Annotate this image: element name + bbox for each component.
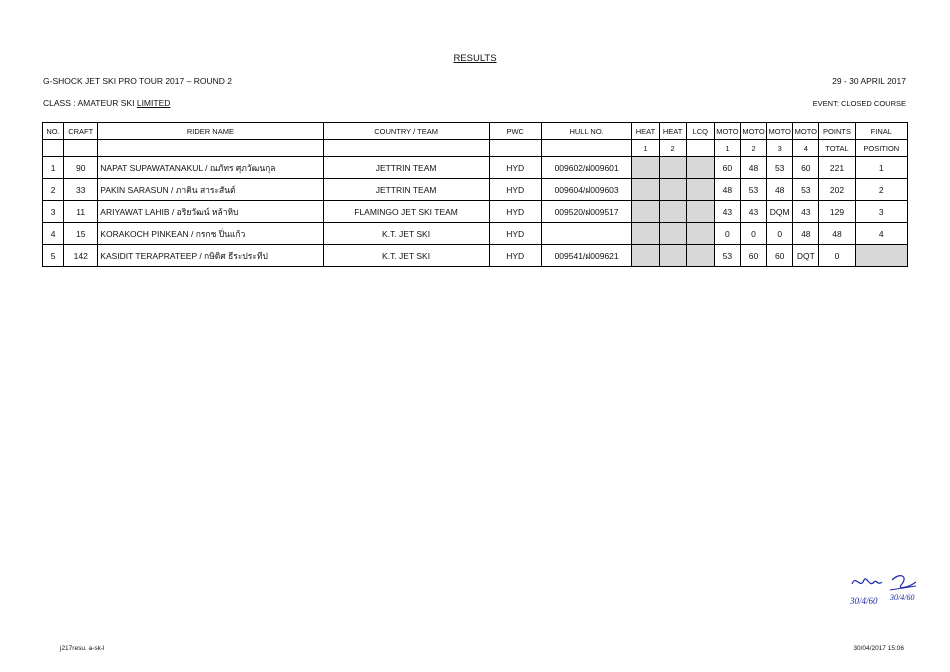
cell-total: 48 (819, 223, 855, 245)
header-country: COUNTRY / TEAM (323, 123, 489, 140)
cell-position: 1 (855, 157, 907, 179)
cell-total: 129 (819, 201, 855, 223)
cell-rider: ARIYAWAT LAHIB / อริยวัฒน์ หล้าหิบ (98, 201, 323, 223)
cell-hull: 009602/ฝ009601 (541, 157, 632, 179)
signature-date-2: 30/4/60 (890, 593, 915, 602)
tour-name: G-SHOCK JET SKI PRO TOUR 2017 – ROUND 2 (43, 76, 232, 86)
cell-team: FLAMINGO JET SKI TEAM (323, 201, 489, 223)
header-position: POSITION (855, 140, 907, 157)
table-row (43, 245, 908, 267)
header-pwc: PWC (489, 123, 541, 140)
header-hull: HULL NO. (541, 123, 632, 140)
cell-lcq (686, 201, 714, 223)
event-type: EVENT: CLOSED COURSE (812, 99, 906, 108)
header-total: TOTAL (819, 140, 855, 157)
cell-heat-2 (659, 157, 686, 179)
page-title: RESULTS (453, 53, 497, 64)
cell-rider: PAKIN SARASUN / ภาคิน สาระสันต์ (98, 179, 323, 201)
cell-position: 2 (855, 179, 907, 201)
cell-craft: 11 (64, 201, 98, 223)
cell-total: 221 (819, 157, 855, 179)
header-moto-2: MOTO (740, 123, 766, 140)
cell-position (855, 245, 907, 267)
table-row (43, 157, 908, 179)
cell-moto-2: 60 (740, 245, 766, 267)
footer-file-code: j217resu. a-sk-l (60, 645, 105, 652)
table-row (43, 223, 908, 245)
cell-hull (541, 223, 632, 245)
cell-craft: 33 (64, 179, 98, 201)
cell-no: 3 (43, 201, 64, 223)
cell-moto-1: 0 (714, 223, 740, 245)
header-moto-4: MOTO (793, 123, 819, 140)
header-no: NO. (43, 123, 64, 140)
header-moto-1: MOTO (714, 123, 740, 140)
header-heat-2: HEAT (659, 123, 686, 140)
cell-moto-3: 60 (767, 245, 793, 267)
cell-no: 5 (43, 245, 64, 267)
header-row-1 (43, 123, 908, 140)
cell-pwc: HYD (489, 201, 541, 223)
cell-total: 0 (819, 245, 855, 267)
class-line (43, 98, 170, 108)
header-moto-1-num: 1 (714, 140, 740, 157)
cell-rider: KASIDIT TERAPRATEEP / กษิดิศ ธีระประทีป (98, 245, 323, 267)
cell-moto-2: 0 (740, 223, 766, 245)
cell-moto-4: 53 (793, 179, 819, 201)
cell-lcq (686, 157, 714, 179)
footer-timestamp: 30/04/2017 15:06 (853, 645, 904, 652)
cell-moto-4: 48 (793, 223, 819, 245)
cell-moto-3: 53 (767, 157, 793, 179)
signature-date-1: 30/4/60 (850, 596, 878, 606)
header-heat-2-num: 2 (659, 140, 686, 157)
cell-heat-1 (632, 245, 659, 267)
cell-position: 3 (855, 201, 907, 223)
class-name: LIMITED (136, 98, 171, 108)
cell-heat-1 (632, 157, 659, 179)
cell-heat-2 (659, 245, 686, 267)
cell-heat-2 (659, 201, 686, 223)
header-moto-2-num: 2 (740, 140, 766, 157)
cell-heat-1 (632, 179, 659, 201)
cell-lcq (686, 245, 714, 267)
cell-craft: 142 (64, 245, 98, 267)
cell-moto-1: 48 (714, 179, 740, 201)
cell-no: 4 (43, 223, 64, 245)
cell-total: 202 (819, 179, 855, 201)
cell-heat-1 (632, 223, 659, 245)
header-moto-4-num: 4 (793, 140, 819, 157)
cell-lcq (686, 223, 714, 245)
header-points: POINTS (819, 123, 855, 140)
cell-heat-1 (632, 201, 659, 223)
cell-hull: 009541/ฝ009621 (541, 245, 632, 267)
header-moto-3-num: 3 (767, 140, 793, 157)
cell-moto-1: 60 (714, 157, 740, 179)
cell-moto-4: 60 (793, 157, 819, 179)
cell-craft: 90 (64, 157, 98, 179)
table-row (43, 179, 908, 201)
signature (846, 570, 922, 614)
cell-no: 1 (43, 157, 64, 179)
cell-moto-4: 43 (793, 201, 819, 223)
cell-hull: 009604/ฝ009603 (541, 179, 632, 201)
cell-moto-3: 0 (767, 223, 793, 245)
cell-hull: 009520/ฝ009517 (541, 201, 632, 223)
cell-lcq (686, 179, 714, 201)
cell-team: JETTRIN TEAM (323, 179, 489, 201)
cell-position: 4 (855, 223, 907, 245)
class-prefix: CLASS : AMATEUR SKI (43, 98, 137, 108)
results-table (42, 122, 908, 267)
header-final: FINAL (855, 123, 907, 140)
cell-moto-2: 43 (740, 201, 766, 223)
event-dates: 29 - 30 APRIL 2017 (832, 76, 906, 86)
cell-moto-3: 48 (767, 179, 793, 201)
cell-moto-1: 43 (714, 201, 740, 223)
cell-moto-2: 48 (740, 157, 766, 179)
header-row-2 (43, 140, 908, 157)
header-heat-1-num: 1 (632, 140, 659, 157)
cell-pwc: HYD (489, 179, 541, 201)
cell-rider: KORAKOCH PINKEAN / กรกช ปิ่นแก้ว (98, 223, 323, 245)
cell-heat-2 (659, 223, 686, 245)
header-moto-3: MOTO (767, 123, 793, 140)
cell-moto-4: DQT (793, 245, 819, 267)
header-craft: CRAFT (64, 123, 98, 140)
header-lcq: LCQ (686, 123, 714, 140)
cell-team: K.T. JET SKI (323, 223, 489, 245)
cell-moto-3: DQM (767, 201, 793, 223)
cell-team: K.T. JET SKI (323, 245, 489, 267)
cell-pwc: HYD (489, 245, 541, 267)
table-row (43, 201, 908, 223)
cell-team: JETTRIN TEAM (323, 157, 489, 179)
header-rider: RIDER NAME (98, 123, 323, 140)
cell-pwc: HYD (489, 223, 541, 245)
cell-craft: 15 (64, 223, 98, 245)
cell-moto-2: 53 (740, 179, 766, 201)
cell-heat-2 (659, 179, 686, 201)
header-heat-1: HEAT (632, 123, 659, 140)
cell-no: 2 (43, 179, 64, 201)
cell-pwc: HYD (489, 157, 541, 179)
cell-moto-1: 53 (714, 245, 740, 267)
cell-rider: NAPAT SUPAWATANAKUL / ณภัทร ศุภวัฒนกุล (98, 157, 323, 179)
